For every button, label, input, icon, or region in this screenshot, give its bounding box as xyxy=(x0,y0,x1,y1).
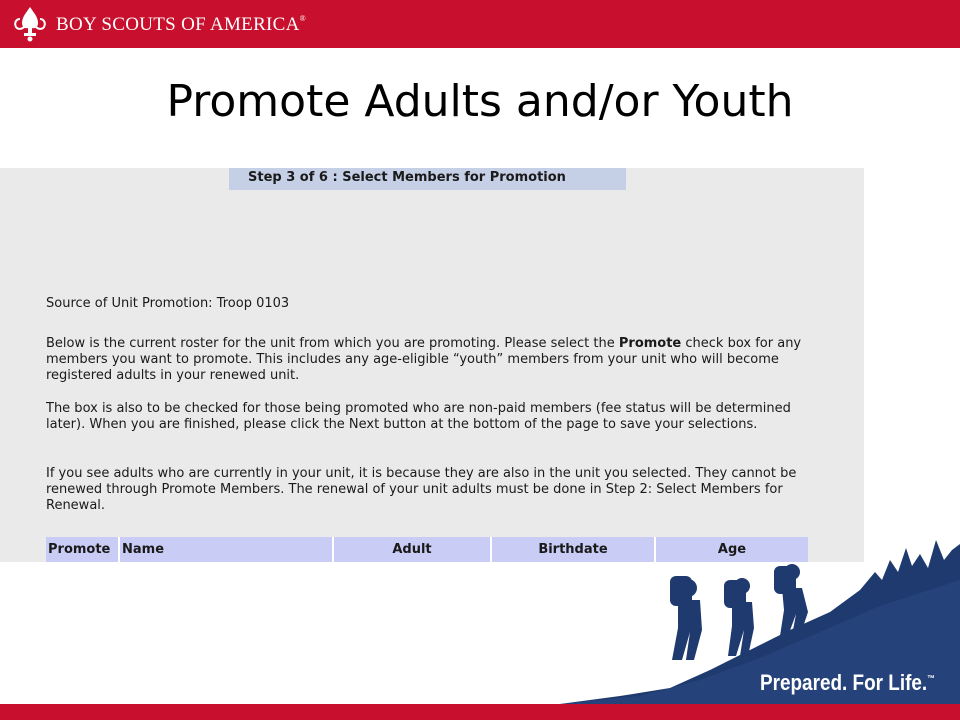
hiker-silhouette xyxy=(724,578,754,656)
hiker-silhouette xyxy=(670,576,702,660)
column-header-age[interactable]: Age xyxy=(656,537,808,562)
step-indicator: Step 3 of 6 : Select Members for Promotion xyxy=(229,168,626,190)
instructions-paragraph-1: Below is the current roster for the unit from which you are promoting. Please select the Promote check box for any members you want to promote. This includes any age-eligible “youth” members from your unit who will become registered adults in your renewed unit. xyxy=(46,336,802,383)
fleur-de-lis-icon xyxy=(12,5,48,43)
instructions-paragraph-3: If you see adults who are currently in your unit, it is because they are also in the unit you selected. They cannot be renewed through Promote Members. The renewal of your unit adults must be done in Step 2: Select Members for Renewal. xyxy=(46,466,797,513)
slide-title: Promote Adults and/or Youth xyxy=(166,76,794,127)
hiker-silhouette xyxy=(774,564,808,636)
top-banner xyxy=(0,0,960,48)
column-header-promote[interactable]: Promote xyxy=(46,537,120,562)
column-header-adult[interactable]: Adult xyxy=(334,537,492,562)
source-unit-text: Source of Unit Promotion: Troop 0103 xyxy=(46,296,290,311)
column-header-name[interactable]: Name xyxy=(120,537,334,562)
instructions-paragraph-2: The box is also to be checked for those being promoted who are non-paid members (fee status will be determined later). When you are finished, please click the Next button at the bottom of the page to save your selections. xyxy=(46,401,791,432)
tagline: Prepared. For Life.™ xyxy=(760,670,935,695)
column-header-birthdate[interactable]: Birthdate xyxy=(492,537,656,562)
bottom-banner xyxy=(0,704,960,720)
screenshot-panel xyxy=(0,168,864,562)
promote-bold-text: Promote xyxy=(618,336,682,351)
org-name: BOY SCOUTS OF AMERICA® xyxy=(56,14,307,35)
